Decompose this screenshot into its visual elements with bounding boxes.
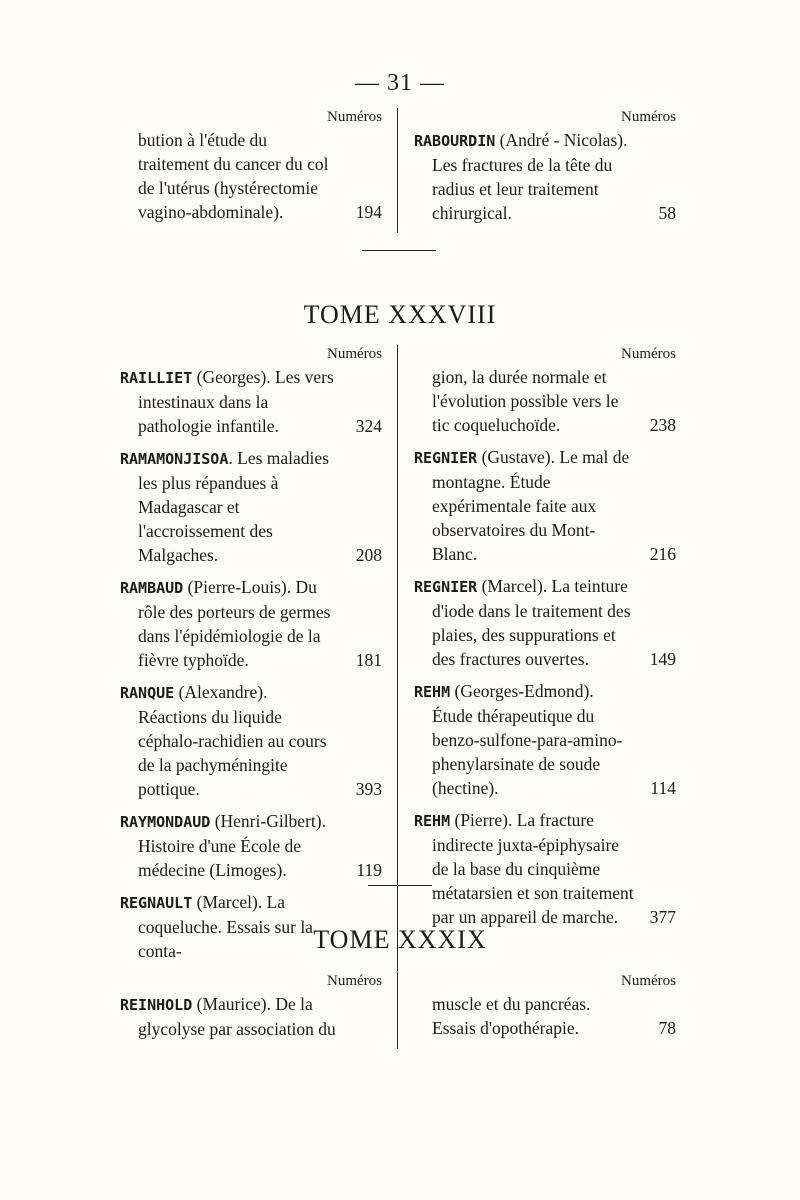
index-entry: REGNIER (Gustave). Le mal de montagne. Étude expérimentale faite aux observatoires du Mont-Blanc. 216: [414, 447, 676, 564]
continuation-section: [120, 108, 680, 233]
tome-title: TOME XXXVIII: [303, 300, 497, 329]
entry-number: 216: [649, 544, 676, 564]
numeros-header: Numéros: [327, 973, 382, 989]
right-column: [398, 345, 676, 971]
entry-number: 114: [650, 778, 676, 798]
index-entry: gion, la durée normale et l'évolution possible vers le tic coqueluchoïde. 238: [432, 367, 676, 435]
tome-title: TOME XXXIX: [313, 925, 487, 954]
index-entry: REINHOLD (Maurice). De la glycolyse par association du: [120, 994, 336, 1039]
entry-number: 393: [355, 779, 382, 799]
author-name: RAILLIET: [120, 369, 193, 387]
author-name: REGNIER: [414, 578, 478, 596]
author-name: RABOURDIN: [414, 132, 496, 150]
tome-38-section: [120, 345, 680, 971]
entry-number: 324: [355, 416, 382, 436]
numeros-header: Numéros: [621, 973, 676, 989]
author-name: REINHOLD: [120, 996, 193, 1014]
numeros-header: Numéros: [327, 346, 382, 362]
author-name: RAYMONDAUD: [120, 813, 211, 831]
right-column: [398, 108, 676, 233]
entry-number: 181: [355, 650, 382, 670]
entry-number: 238: [649, 415, 676, 435]
index-entry: RAMAMONJISOA. Les maladies les plus répandues à Madagascar et l'accroissement des Malgaches. 208: [120, 448, 382, 565]
numeros-header: Numéros: [327, 109, 382, 125]
author-name: RAMBAUD: [120, 579, 184, 597]
entry-number: 78: [658, 1018, 676, 1038]
entry-number: 149: [649, 649, 676, 669]
index-entry: RAYMONDAUD (Henri-Gilbert). Histoire d'une École de médecine (Limoges). 119: [120, 811, 382, 880]
author-name: REGNIER: [414, 449, 478, 467]
column-divider: [397, 108, 398, 233]
author-name: REHM: [414, 812, 451, 830]
entry-number: 58: [658, 203, 676, 223]
right-column: [398, 972, 676, 1049]
entry-number: 119: [356, 860, 382, 880]
entry-number: 208: [355, 545, 382, 565]
index-entry: REHM (Georges-Edmond). Étude thérapeutique du benzo-sulfone-para-amino-phenylarsinate de soude (hectine). 114: [414, 681, 676, 798]
left-column: [120, 345, 398, 971]
entry-number: 377: [649, 907, 676, 927]
section-divider: [362, 250, 436, 251]
author-name: REGNAULT: [120, 894, 193, 912]
entry-number: 194: [355, 202, 382, 222]
index-entry: RAMBAUD (Pierre-Louis). Du rôle des porteurs de germes dans l'épidémiologie de la fièvre typhoïde. 181: [120, 577, 382, 670]
index-entry: REGNIER (Marcel). La teinture d'iode dans le traitement des plaies, des suppurations et des fractures ouvertes. 149: [414, 576, 676, 669]
index-entry: RANQUE (Alexandre). Réactions du liquide céphalo-rachidien au cours de la pachyméningite pottique. 393: [120, 682, 382, 799]
numeros-header: Numéros: [621, 109, 676, 125]
index-entry: RABOURDIN (André - Nicolas). Les fractures de la tête du radius et leur traitement chirurgical. 58: [414, 130, 676, 223]
column-divider: [397, 972, 398, 1049]
left-column: [120, 108, 398, 233]
index-entry: bution à l'étude du traitement du cancer du col de l'utérus (hystérectomie vagino-abdominale). 194: [138, 130, 382, 222]
author-name: RAMAMONJISOA: [120, 450, 229, 468]
column-divider: [397, 345, 398, 971]
page-number: — 31 —: [355, 70, 445, 96]
index-entry: muscle et du pancréas. Essais d'opothérapie. 78: [432, 994, 676, 1038]
author-name: REHM: [414, 683, 451, 701]
numeros-header: Numéros: [621, 346, 676, 362]
index-entry: REGNAULT (Marcel). La coqueluche. Essais sur la conta-: [120, 892, 313, 961]
author-name: RANQUE: [120, 684, 175, 702]
index-entry: RAILLIET (Georges). Les vers intestinaux dans la pathologie infantile. 324: [120, 367, 382, 436]
tome-39-section: [120, 972, 680, 1049]
index-entry: REHM (Pierre). La fracture indirecte juxta-épiphysaire de la base du cinquième métatarsien et son traitement par un appareil de marche. 377: [414, 810, 676, 927]
section-divider: [368, 885, 432, 886]
left-column: [120, 972, 398, 1049]
